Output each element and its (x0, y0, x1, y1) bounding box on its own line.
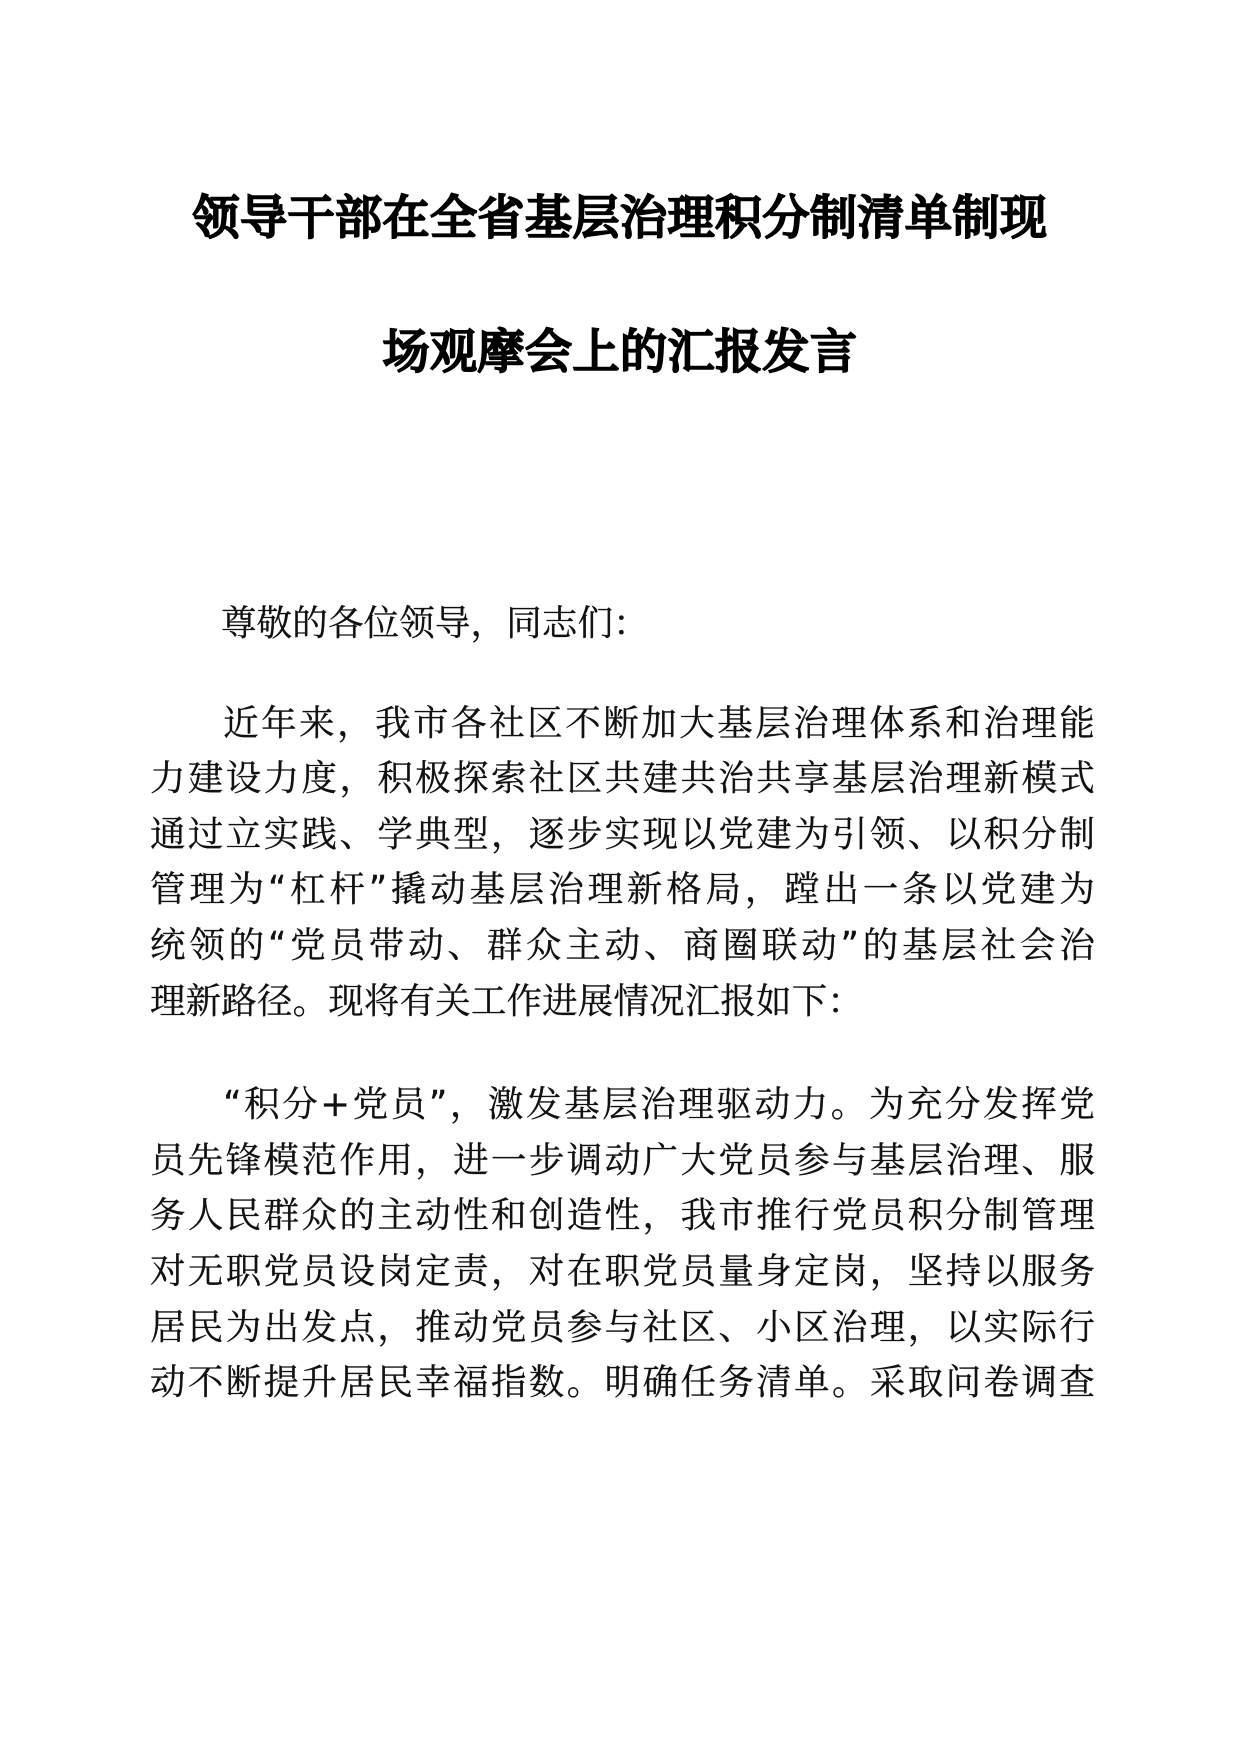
paragraph-1-line-2: 力建设力度，积极探索社区共建共治共享基层治理新模式 (150, 758, 1095, 800)
paragraph-1-line-5: 统领的“党员带动、群众主动、商圈联动”的基层社会治 (150, 924, 1095, 966)
paragraph-2-line-5: 居民为出发点，推动党员参与社区、小区治理，以实际行 (150, 1306, 1095, 1348)
page-title (0, 152, 1240, 420)
paragraph-1-line-6: 理新路径。现将有关工作进展情况汇报如下： (150, 980, 864, 1022)
paragraph-2-line-4: 对无职党员设岗定责，对在职党员量身定岗，坚持以服务 (150, 1250, 1095, 1292)
paragraph-1-line-4: 管理为“杠杆”撬动基层治理新格局，蹚出一条以党建为 (150, 869, 1095, 911)
paragraph-2 (150, 1077, 1095, 1411)
page-title-line-1: 领导干部在全省基层治理积分制清单制现 (192, 191, 1048, 246)
paragraph-1-line-3: 通过立实践、学典型，逐步实现以党建为引领、以积分制 (150, 813, 1095, 855)
document-body (150, 596, 1095, 1411)
paragraph-1-line-1: 近年来，我市各社区不断加大基层治理体系和治理能 (223, 702, 1095, 744)
paragraph-1 (150, 696, 1095, 1030)
salutation: 尊敬的各位领导，同志们： (221, 603, 649, 644)
paragraph-2-line-3: 务人民群众的主动性和创造性，我市推行党员积分制管理 (150, 1195, 1095, 1237)
page-title-line-2: 场观摩会上的汇报发言 (382, 325, 858, 380)
paragraph-2-line-2: 员先锋模范作用，进一步调动广大党员参与基层治理、服 (150, 1139, 1095, 1181)
paragraph-2-line-6: 动不断提升居民幸福指数。明确任务清单。采取问卷调查 (150, 1362, 1095, 1404)
paragraph-2-line-1: “积分+党员”，激发基层治理驱动力。为充分发挥党 (223, 1084, 1095, 1126)
